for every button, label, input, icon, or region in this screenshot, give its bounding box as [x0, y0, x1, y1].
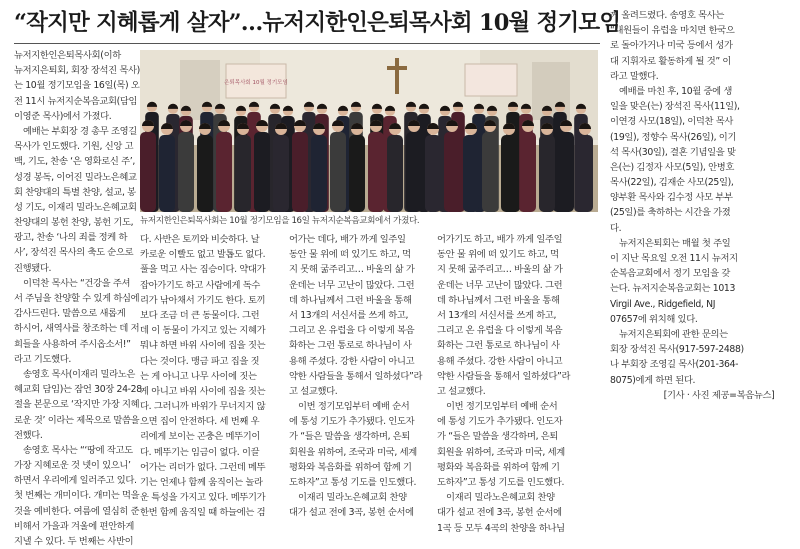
- person-figure: [140, 132, 156, 212]
- text-line: 고 설교했다.: [289, 385, 338, 397]
- text-line: 대가 설교 전에 3곡, 봉헌 순서에: [437, 507, 562, 519]
- text-line: 지 못해 굶주리고… 바울의 삶 가: [289, 264, 415, 276]
- text-line: 첫 번째는 개미이다. 개미는 먹을: [14, 490, 140, 502]
- text-line: 목사(22일), 김재순 사모(25일),: [610, 177, 734, 189]
- text-line: (25일)를 축하하는 시간을 가졌: [610, 207, 731, 219]
- text-line: 송영호 목사는 “‘땅에 작고도: [14, 444, 133, 456]
- text-line: 서 주님을 찬양할 수 있게 하심에: [14, 293, 140, 304]
- text-line: 그리고 온 유럽을 다 이렇게 복음: [437, 325, 563, 337]
- text-line: 게 아니고 바위 사이에 집을 짓는: [140, 385, 266, 397]
- text-line: 비해서 가을과 겨울에 편안하게: [14, 520, 135, 532]
- text-line: 는 10월 정기모임을 16일(목) 오: [14, 80, 140, 92]
- person-figure: [273, 135, 289, 212]
- text-line: 이재리 밀라노은혜교회 찬양: [289, 492, 407, 504]
- text-line: 나 부회장 조영길 목사(201-364-: [610, 359, 739, 371]
- text-line: 에 통성 기도가 추가됐다. 인도자: [437, 416, 563, 428]
- text-line: 라고 기도했다.: [14, 353, 71, 365]
- text-line: 운데는 너무 고난이 많았다. 그런: [289, 279, 415, 291]
- text-line: 회장 장석진 목사(917-597-2488): [610, 344, 744, 356]
- text-line: 으면 집이 안전하다. 세 번째 우: [140, 416, 260, 428]
- text-line: 8075)에게 하면 된다.: [610, 374, 696, 386]
- text-line: 화하는 그런 통로로 하나님이 사: [437, 340, 560, 352]
- text-line: 화하는 그런 통로로 하나님이 사: [289, 340, 412, 352]
- text-line: 찬양대의 봉헌 찬양, 봉헌 기도,: [14, 217, 134, 229]
- text-line: (19일), 정향수 목사(26일), 이기: [610, 131, 737, 143]
- text-line: 리에게 보이는 곤충은 메뚜기이: [140, 431, 261, 443]
- text-line: 평화와 복음화를 위하여 함께 기: [289, 461, 412, 473]
- text-line: 가 “들은 말씀을 생각하며, 은퇴: [289, 431, 411, 443]
- person-figure: [425, 135, 441, 212]
- text-line: 대가 설교 전에 3곡, 봉헌 순서에: [289, 507, 414, 519]
- text-line: 이 지난 목요일 오전 11시 뉴저지: [610, 253, 738, 264]
- text-line: 는다. 뉴저지순복음교회는 1013: [610, 283, 736, 295]
- text-line: 예배를 마친 후, 10월 중에 생: [610, 85, 733, 97]
- text-line: 께 올려드렸다. 송영호 목사는: [610, 10, 724, 21]
- text-line: Virgil Ave., Ridgefield, NJ: [610, 298, 716, 310]
- text-line: 혜교회 담임)는 잠언 30장 24-28: [14, 384, 142, 396]
- text-line: 절을 본문으로 ‘작지만 가장 지혜: [14, 399, 140, 411]
- text-line: 다. 그러니까 바위가 무너지지 않: [140, 401, 266, 413]
- person-figure: [368, 132, 384, 212]
- text-line: 다.: [610, 222, 622, 234]
- text-line: 이번 정기모임부터 예배 순서: [437, 401, 558, 413]
- text-line: 회 찬양대의 특별 찬양, 설교, 봉: [14, 186, 136, 198]
- text-line: 것을 예비한다. 여름에 열심히 준: [14, 505, 140, 517]
- text-line: 약한 사람들을 통해서 일하셨다”라: [437, 370, 571, 382]
- text-line: 데 하나님께서 그런 바울을 통해: [289, 294, 412, 306]
- text-line: 보다 조금 더 큰 동물이다. 그런: [140, 309, 260, 321]
- person-figure: [197, 135, 213, 212]
- person-figure: [178, 132, 194, 212]
- text-line: 카로운 이빨도 없고 발톱도 없다.: [140, 249, 266, 261]
- text-line: 은(는) 김정자 사모(5일), 안병호: [610, 161, 735, 173]
- person-figure: [444, 132, 460, 212]
- text-line: 사’, 장석진 목사의 축도 순으로: [14, 247, 134, 259]
- text-line: 도하자”고 통성 기도를 인도했다.: [437, 477, 565, 488]
- text-line: 동안 물 위에 떠 있기도 하고, 먹: [437, 249, 559, 261]
- text-line: 진행됐다.: [14, 262, 52, 274]
- text-line: 백, 기도, 찬송 ‘은 영화로신 주’,: [14, 156, 135, 168]
- text-line: 용해 주셨다. 강한 사람이 아니고: [437, 355, 563, 367]
- text-line: 이덕찬 목사는 “건강을 주셔: [14, 277, 131, 289]
- text-line: “내원들이 유럽을 마치면 한국으: [610, 25, 735, 37]
- text-line: 잡아가기도 하고 사람에게 독수: [140, 279, 261, 291]
- text-line: 뉴저지은퇴회에 관한 문의는: [610, 328, 728, 340]
- text-line: 도하자”고 통성 기도를 인도했다.: [289, 477, 417, 488]
- person-figure: [539, 135, 555, 212]
- text-line: 성 기도, 이재리 밀라노은혜교회: [14, 201, 137, 213]
- text-line: 전했다.: [14, 429, 43, 441]
- text-line: 성경 봉독, 이어진 밀라노은혜교: [14, 171, 137, 183]
- text-line: 서 13개의 서신서를 쓰게 하고,: [289, 309, 409, 321]
- text-line: 운 특성을 가지고 있다. 메뚜기가: [140, 492, 266, 504]
- text-line: 데 하나님께서 그런 바울을 통해: [437, 294, 560, 306]
- text-line: 는 게 아니고 나무 사이에 짓는: [140, 370, 257, 382]
- text-line: 감사드린다. 말씀으로 새롭게: [14, 308, 126, 320]
- text-line: 로 돌아가거나 미국 등에서 성가: [610, 40, 733, 52]
- text-line: 에 통성 기도가 추가됐다. 인도자: [289, 416, 415, 428]
- text-line: 동안 물 위에 떠 있기도 하고, 먹: [289, 249, 411, 261]
- text-line: 지 못해 굶주리고… 바울의 삶 가: [437, 264, 563, 276]
- text-line: 리가 낚아채서 가기도 한다. 토끼: [140, 294, 266, 306]
- text-line: 지낼 수 있다. 두 번째는 사반이: [14, 536, 134, 547]
- text-line: 데 이 동물이 가지고 있는 지혜가: [140, 325, 266, 337]
- text-line: 한번 함께 움직일 때 하늘에는 검: [140, 507, 266, 519]
- text-line: 하면서 우리에게 일러주고 있다.: [14, 475, 137, 487]
- person-figure: [292, 132, 308, 212]
- article-headline: “작지만 지혜롭게 살자”…뉴저지한인은퇴목사회 10월 정기모임: [14, 10, 621, 36]
- text-line: 그리고 온 유럽을 다 이렇게 복음: [289, 325, 415, 337]
- person-figure: [254, 132, 270, 212]
- text-line: 뭐냐 하면 바위 사이에 집을 짓는: [140, 340, 266, 352]
- text-line: 뉴저지한인은퇴목사회(이하: [14, 50, 121, 61]
- text-line: 다. 사반은 토끼와 비슷하다. 날: [140, 234, 260, 245]
- text-line: 어가는 데다, 배가 까게 일주일: [289, 234, 406, 245]
- person-figure: [463, 135, 479, 212]
- article-column-1: [14, 48, 142, 547]
- article-column-2: [140, 232, 282, 519]
- photo-caption: 뉴저지한인은퇴목사회는 10월 정기모임을 16일 뉴저지순복음교회에서 가졌다.: [140, 216, 420, 226]
- text-line: 이재리 밀라노은혜교회 찬양: [437, 492, 555, 504]
- person-figure: [387, 135, 403, 212]
- text-line: 고 설교했다.: [437, 385, 486, 397]
- text-line: 가장 지혜로운 것 넷이 있으니’: [14, 460, 131, 472]
- text-line: 회원을 위하여, 조국과 미국, 세계: [289, 446, 417, 458]
- text-line: 운데는 너무 고난이 많았다. 그런: [437, 279, 563, 291]
- person-figure: [577, 135, 593, 212]
- text-line: 용해 주셨다. 강한 사람이 아니고: [289, 355, 415, 367]
- text-line: 다는 것이다. 맹금 파고 집을 짓: [140, 355, 260, 367]
- text-line: 전 11시 뉴저지순복음교회(담임: [14, 95, 138, 107]
- text-line: 07657에 위치해 있다.: [610, 313, 698, 325]
- text-line: 광고, 찬송 ‘나의 죄를 정케 하: [14, 232, 128, 244]
- text-line: 뉴저지은퇴회, 회장 장석진 목사): [14, 65, 140, 77]
- text-line: 다. 메뚜기는 임금이 없다. 이끌: [140, 446, 260, 458]
- person-figure: [349, 135, 365, 212]
- text-line: 로운 것’ 이라는 제목으로 말씀을: [14, 414, 140, 426]
- text-line: 회원을 위하여, 조국과 미국, 세계: [437, 446, 565, 458]
- person-figure: [159, 135, 175, 212]
- article-column-4: [437, 232, 597, 534]
- text-line: 평화와 복음화를 위하여 함께 기: [437, 461, 560, 473]
- text-line: 서 13개의 서신서를 쓰게 하고,: [437, 309, 557, 321]
- article-column-5: [610, 8, 794, 460]
- person-figure: [216, 132, 232, 212]
- text-line: 양부환 목사와 김수정 사모 부부: [610, 192, 733, 204]
- person-figure: [558, 132, 574, 212]
- text-line: 목사가 인도했다. 기원, 신앙 고: [14, 141, 134, 153]
- text-line: 약한 사람들을 통해서 일하셨다”라: [289, 370, 423, 382]
- text-line: 이번 정기모임부터 예배 순서: [289, 401, 410, 413]
- person-figure: [482, 132, 498, 212]
- text-line: 일을 맞은(는) 장석진 목사(11일),: [610, 101, 740, 113]
- text-line: 대 지휘자로 활동하게 될 것” 이: [610, 55, 732, 67]
- person-figure: [501, 135, 517, 212]
- text-line: [기사 · 사진 제공=복음뉴스]: [610, 389, 775, 401]
- headline-rule: [14, 43, 600, 44]
- text-line: 예배는 부회장 경 총무 조영길: [14, 125, 137, 137]
- person-figure: [406, 132, 422, 212]
- person-figure: [235, 135, 251, 212]
- group-photo: [140, 50, 598, 212]
- text-line: 가 “들은 말씀을 생각하며, 은퇴: [437, 431, 559, 443]
- text-line: 희들을 사용하여 주시옵소서!”: [14, 338, 131, 350]
- text-line: 라고 말했다.: [610, 70, 659, 82]
- text-line: 석 목사(30일), 결혼 기념일을 맞: [610, 146, 736, 158]
- person-figure: [311, 135, 327, 212]
- text-line: 기는 언제나 함께 움직이는 놀라: [140, 477, 263, 488]
- article-column-3: [289, 232, 431, 519]
- text-line: 송영호 목사(이재리 밀라노은: [14, 368, 136, 380]
- text-line: 뉴저지은퇴회는 매월 첫 주일: [610, 237, 731, 249]
- text-line: 이영준 목사)에서 가졌다.: [14, 110, 112, 122]
- text-line: 순복음교회에서 정기 모임을 갖: [610, 268, 731, 280]
- text-line: 풀을 먹고 사는 짐승이다. 약대가: [140, 264, 266, 276]
- person-figure: [520, 132, 536, 212]
- text-line: 어가기도 하고, 배가 까게 일주일: [437, 234, 563, 245]
- text-line: 어가는 리더가 없다. 그런데 메뚜: [140, 461, 266, 473]
- text-line: 1곡 등 모두 4곡의 찬양을 하나님: [437, 522, 565, 534]
- person-figure: [330, 132, 346, 212]
- photo-banner-text: 은퇴목사회 10월 정기모임: [224, 80, 288, 86]
- text-line: 하시어, 새역사를 창조하는 데 저: [14, 323, 140, 335]
- text-line: 이연경 사모(18일), 이덕찬 목사: [610, 116, 734, 128]
- group-photo-illustration: [140, 50, 598, 212]
